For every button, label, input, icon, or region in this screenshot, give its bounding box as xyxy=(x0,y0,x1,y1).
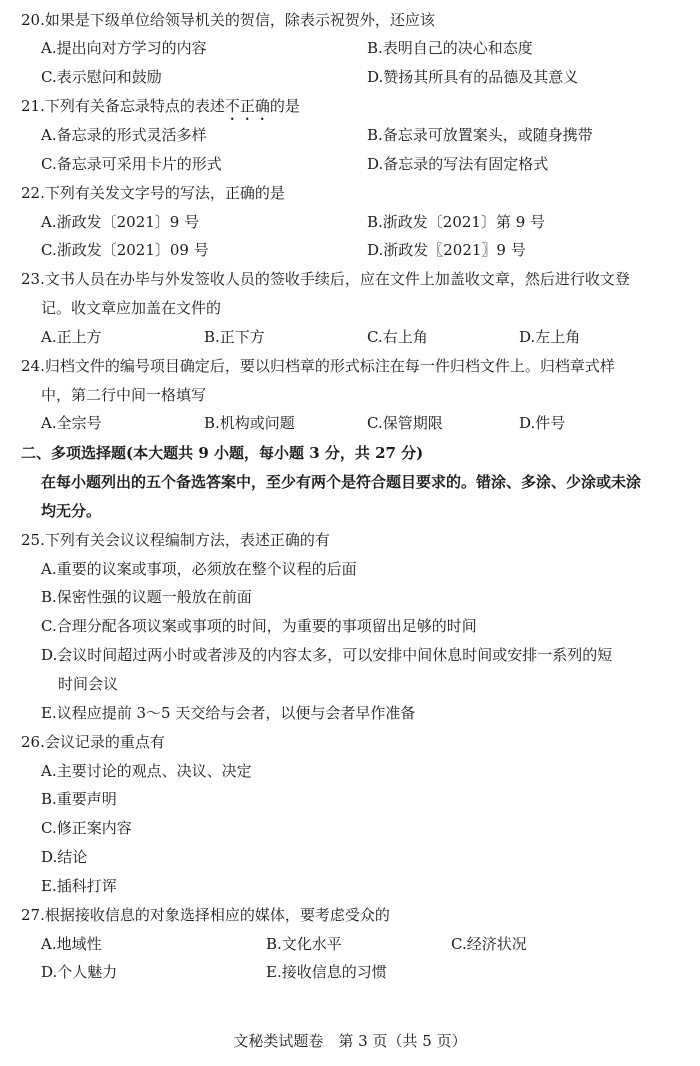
q27-option-c: C.经济状况 xyxy=(451,935,527,953)
q25-option-d-line2: 时间会议 xyxy=(58,675,119,693)
q21-stem xyxy=(21,96,300,124)
q25-option-c: C.合理分配各项议案或事项的时间，为重要的事项留出足够的时间 xyxy=(41,617,477,635)
q22-option-c: C.浙政发〔2021〕09 号 xyxy=(41,241,209,259)
section2-instructions-line2: 均无分。 xyxy=(41,502,102,520)
q27-option-b: B.文化水平 xyxy=(266,935,342,953)
q27-stem: 27.根据接收信息的对象选择相应的媒体，要考虑受众的 xyxy=(21,906,390,924)
q24-option-d: D.件号 xyxy=(519,414,566,432)
q20-option-b: B.表明自己的决心和态度 xyxy=(367,39,533,57)
q25-option-a: A.重要的议案或事项，必须放在整个议程的后面 xyxy=(41,560,357,578)
q25-option-e: E.议程应提前 3～5 天交给与会者，以便与会者早作准备 xyxy=(41,704,416,722)
q26-option-b: B.重要声明 xyxy=(41,790,117,808)
q22-option-d: D.浙政发〖2021〗9 号 xyxy=(367,241,526,259)
q20-option-a: A.提出向对方学习的内容 xyxy=(41,39,207,57)
q25-option-b: B.保密性强的议题一般放在前面 xyxy=(41,588,252,606)
q22-option-b: B.浙政发〔2021〕第 9 号 xyxy=(367,213,546,231)
section2-instructions-line1: 在每小题列出的五个备选答案中，至少有两个是符合题目要求的。错涂、多涂、少涂或未涂 xyxy=(41,473,642,491)
q26-option-c: C.修正案内容 xyxy=(41,819,132,837)
q25-stem: 25.下列有关会议议程编制方法，表述正确的有 xyxy=(21,531,330,549)
q21-option-a: A.备忘录的形式灵活多样 xyxy=(41,126,207,144)
q22-stem: 22.下列有关发文字号的写法，正确的是 xyxy=(21,184,285,202)
q23-option-b: B.正下方 xyxy=(204,328,265,346)
q21-option-b: B.备忘录可放置案头，或随身携带 xyxy=(367,126,593,144)
q23-option-d: D.左上角 xyxy=(519,328,581,346)
page-footer: 文秘类试题卷 第 3 页（共 5 页） xyxy=(233,1032,467,1050)
q24-stem-line1: 24.归档文件的编号项目确定后，要以归档章的形式标注在每一件归档文件上。归档章式样 xyxy=(21,357,615,375)
q26-stem: 26.会议记录的重点有 xyxy=(21,733,165,751)
q20-stem: 20.如果是下级单位给领导机关的贺信，除表示祝贺外，还应该 xyxy=(21,11,435,29)
q26-option-d: D.结论 xyxy=(41,848,88,866)
q23-stem-line2: 记。收文章应加盖在文件的 xyxy=(41,299,222,317)
q23-option-a: A.正上方 xyxy=(41,328,102,346)
q22-option-a: A.浙政发〔2021〕9 号 xyxy=(41,213,200,231)
q21-stem-pre: 21.下列有关备忘录特点的表述 xyxy=(21,97,225,115)
q21-stem-emphasis: 不正确 xyxy=(224,97,270,115)
q21-stem-post: 的是 xyxy=(269,97,300,115)
q20-option-c: C.表示慰问和鼓励 xyxy=(41,68,162,86)
q27-option-d: D.个人魅力 xyxy=(41,963,118,981)
q21-option-d: D.备忘录的写法有固定格式 xyxy=(367,155,549,173)
q24-stem-line2: 中，第二行中间一格填写 xyxy=(41,386,207,404)
q23-option-c: C.右上角 xyxy=(367,328,428,346)
q26-option-e: E.插科打诨 xyxy=(41,877,117,895)
q27-option-a: A.地域性 xyxy=(41,935,102,953)
q21-option-c: C.备忘录可采用卡片的形式 xyxy=(41,155,222,173)
q24-option-c: C.保管期限 xyxy=(367,414,443,432)
q23-stem-line1: 23.文书人员在办毕与外发签收人员的签收手续后，应在文件上加盖收文章，然后进行收文登 xyxy=(21,270,630,288)
q20-option-d: D.赞扬其所具有的品德及其意义 xyxy=(367,68,579,86)
q25-option-d-line1: D.会议时间超过两小时或者涉及的内容太多，可以安排中间休息时间或安排一系列的短 xyxy=(41,646,613,664)
q24-option-b: B.机构或问题 xyxy=(204,414,295,432)
q24-option-a: A.全宗号 xyxy=(41,414,102,432)
q26-option-a: A.主要讨论的观点、决议、决定 xyxy=(41,762,252,780)
q27-option-e: E.接收信息的习惯 xyxy=(266,963,387,981)
section2-title: 二、多项选择题(本大题共 9 小题，每小题 3 分，共 27 分) xyxy=(21,444,424,462)
